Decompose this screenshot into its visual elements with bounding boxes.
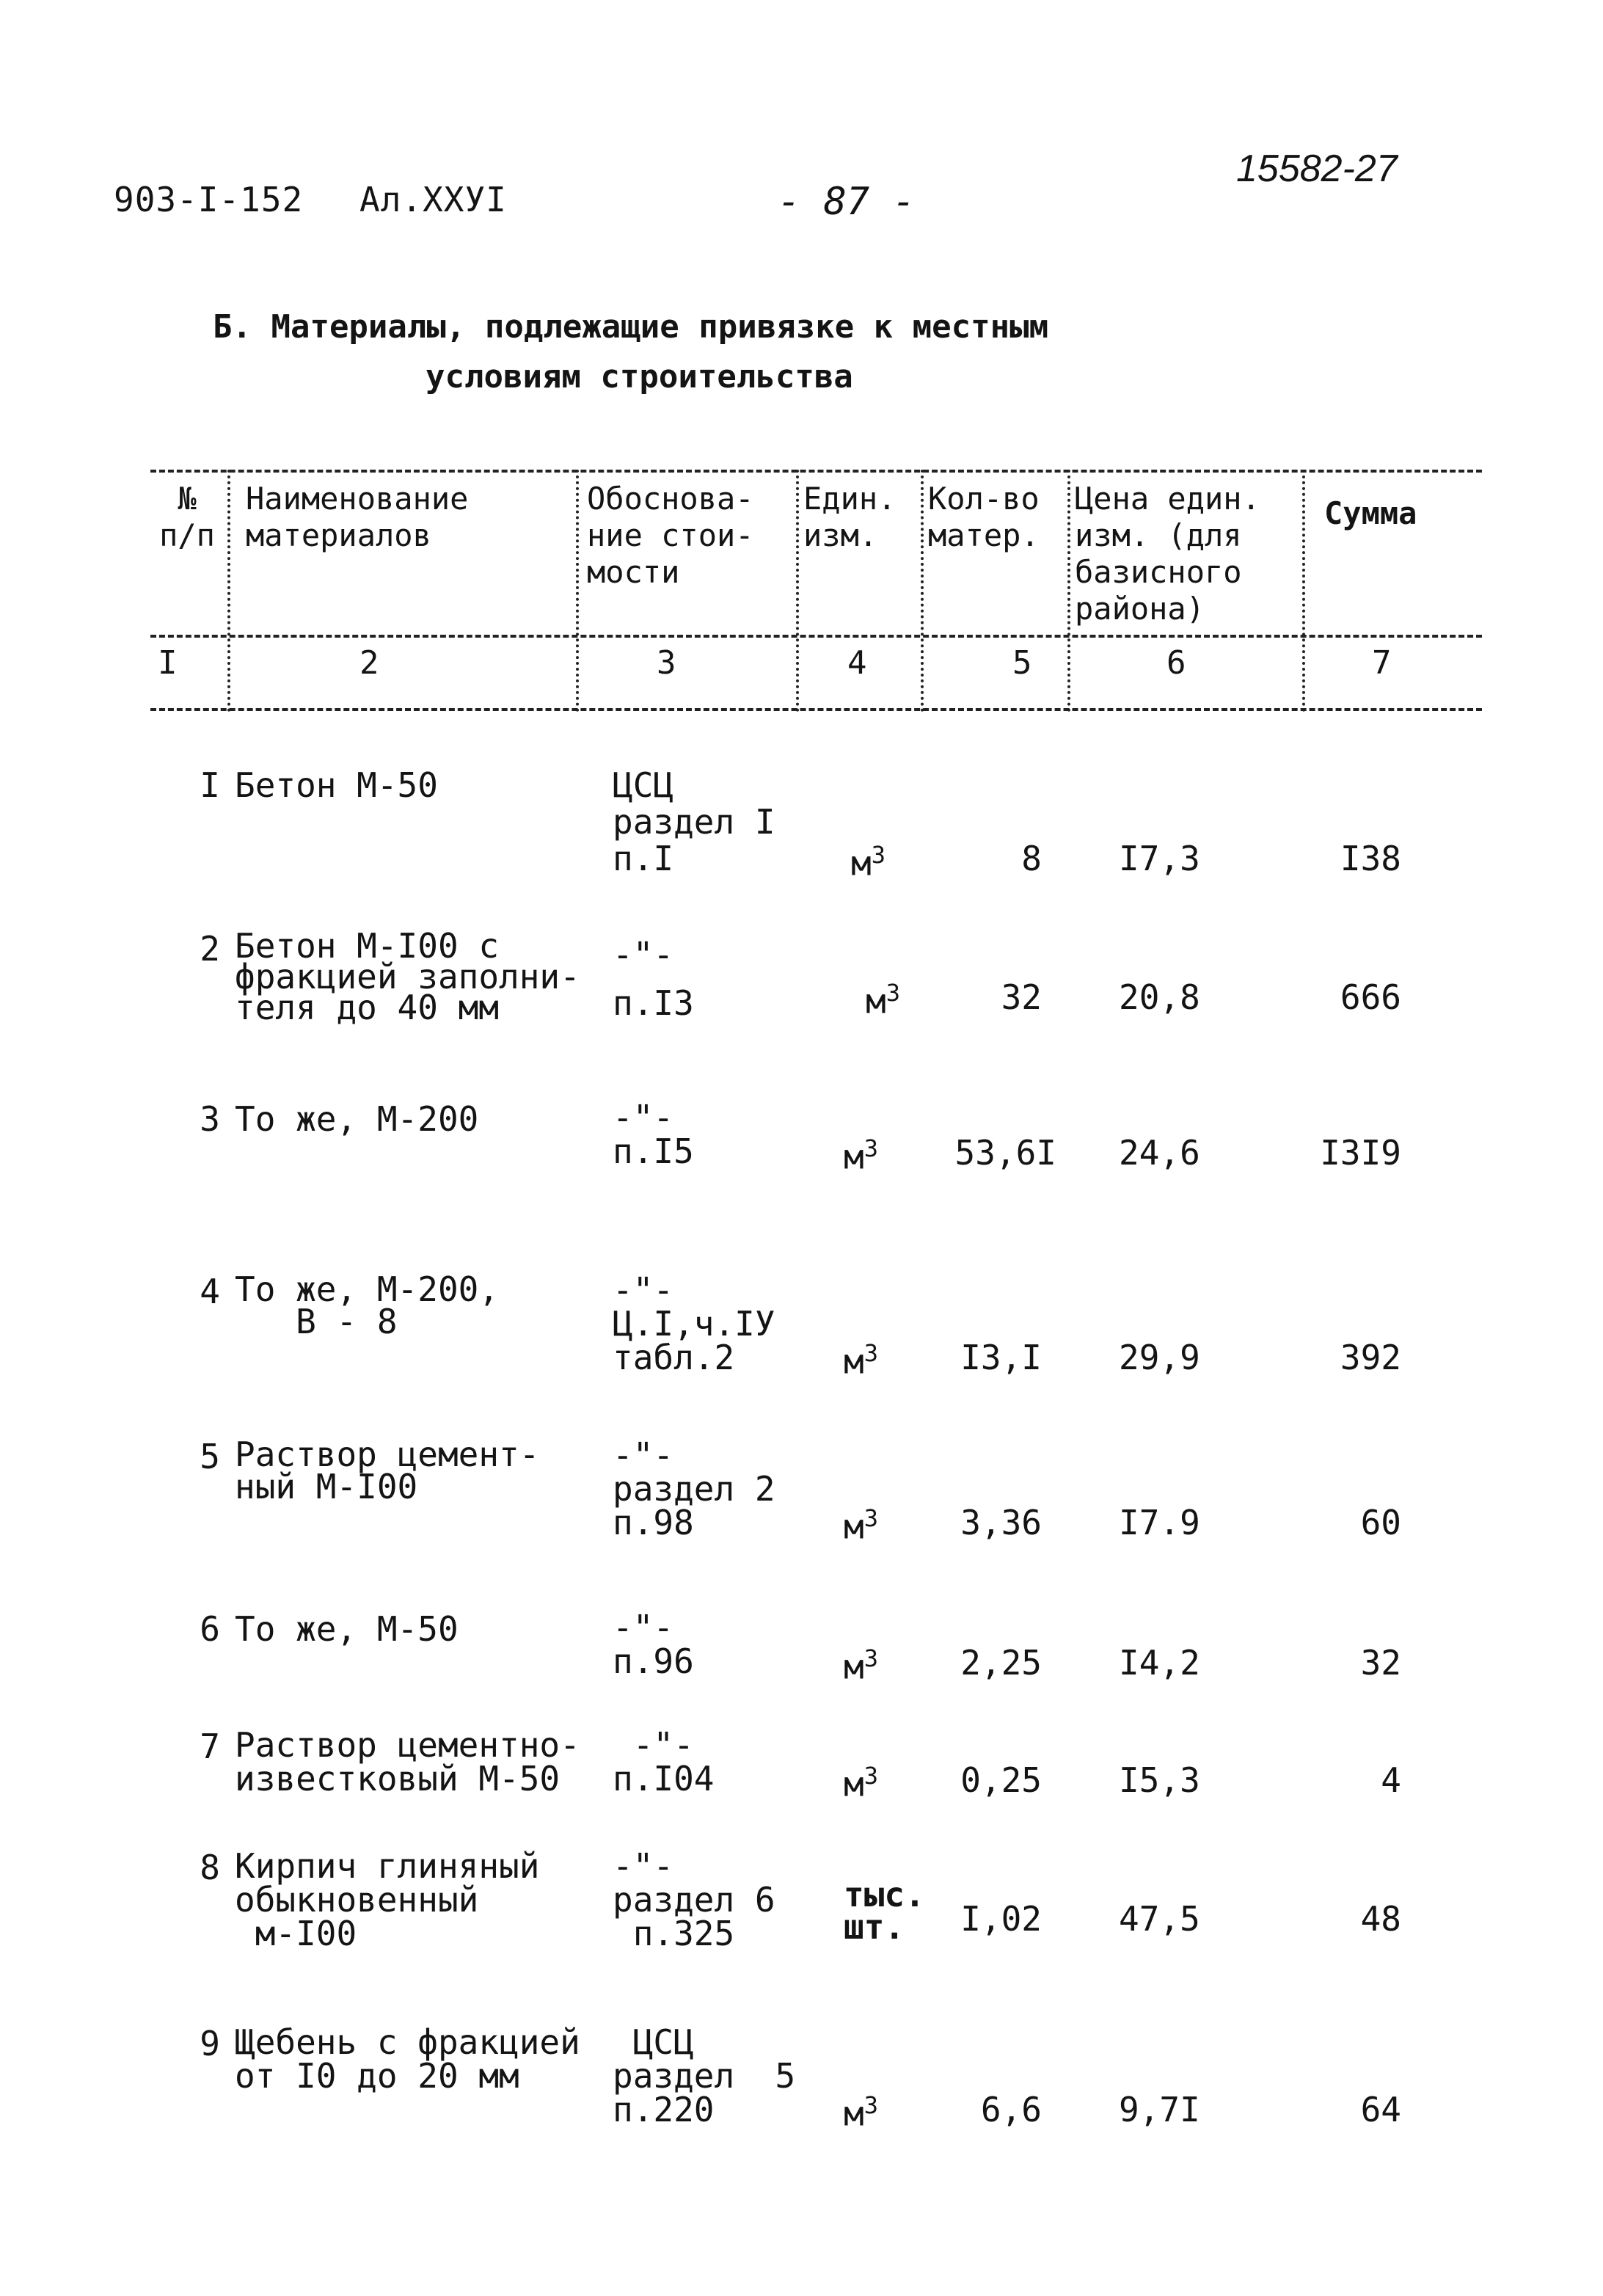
unit-price: I4,2 xyxy=(1119,1643,1200,1683)
quantity: I3,I xyxy=(960,1338,1042,1377)
column-number: 7 xyxy=(1372,644,1392,682)
col-header-name: Наименование материалов xyxy=(246,481,469,553)
unit: $м^3$ xyxy=(844,1339,878,1382)
row-number: 4 xyxy=(200,1272,220,1311)
material-name: То же, М-200, В - 8 xyxy=(235,1269,500,1341)
unit-price: 24,6 xyxy=(1119,1133,1200,1173)
row-number: 3 xyxy=(200,1099,220,1139)
col-header-qty: Кол-во матер. xyxy=(928,481,1040,553)
document-code: 903-I-152 xyxy=(114,180,304,219)
row-number: 6 xyxy=(200,1609,220,1649)
row-number: 2 xyxy=(200,929,220,969)
sum: 666 xyxy=(1340,977,1401,1017)
unit-price: 9,7I xyxy=(1119,2090,1200,2129)
column-divider xyxy=(227,470,230,712)
quantity: 2,25 xyxy=(960,1643,1042,1683)
unit: $м^3$ xyxy=(844,2091,878,2134)
unit-price: I5,3 xyxy=(1119,1760,1200,1800)
column-divider xyxy=(796,470,799,712)
column-number: 2 xyxy=(359,644,379,682)
sum: 48 xyxy=(1360,1899,1401,1939)
row-number: 9 xyxy=(200,2024,220,2063)
cost-basis: -"- п.96 xyxy=(613,1608,694,1681)
material-name: То же, М-50 xyxy=(235,1609,459,1649)
unit-price: 20,8 xyxy=(1119,977,1200,1017)
quantity: 8 xyxy=(1021,839,1042,878)
material-name: Раствор цементно- известковый М-50 xyxy=(235,1725,580,1798)
cost-basis: -"- п.I04 xyxy=(613,1725,715,1798)
sum: 32 xyxy=(1360,1643,1401,1683)
material-name: То же, М-200 xyxy=(235,1099,479,1139)
material-name: Бетон М-50 xyxy=(235,765,438,805)
header-top-rule xyxy=(150,470,1482,473)
cost-basis: ЦСЦ раздел I п.I xyxy=(613,765,775,878)
album-number: Ал.XXУI xyxy=(359,180,507,219)
cost-basis: -"- п.I5 xyxy=(613,1098,694,1171)
sum: 392 xyxy=(1340,1338,1401,1377)
unit-price: 47,5 xyxy=(1119,1899,1200,1939)
unit: $м^3$ xyxy=(844,1644,878,1687)
column-divider xyxy=(1302,470,1305,712)
column-number: 6 xyxy=(1166,644,1186,682)
column-divider xyxy=(576,470,579,712)
unit: тыс. шт. xyxy=(844,1875,925,1947)
cost-basis: -"- раздел 2 п.98 xyxy=(613,1435,775,1542)
header-bottom-rule xyxy=(150,708,1482,711)
cost-basis: -"- п.I3 xyxy=(613,935,694,1023)
sum: I38 xyxy=(1340,839,1401,878)
cost-basis: -"- Ц.I,ч.IУ табл.2 xyxy=(613,1270,775,1377)
column-divider xyxy=(921,470,924,712)
quantity: 6,6 xyxy=(980,2090,1042,2129)
section-title-line1: Б. Материалы, подлежащие привязке к местным xyxy=(213,308,1049,346)
cost-basis: ЦСЦ раздел 5 п.220 xyxy=(613,2022,796,2129)
unit: $м^3$ xyxy=(844,1134,878,1177)
quantity: 32 xyxy=(1001,977,1042,1017)
unit: $м^3$ xyxy=(844,1504,878,1547)
sum: I3I9 xyxy=(1320,1133,1401,1173)
section-title-line2: условиям строительства xyxy=(426,358,853,396)
column-number: I xyxy=(158,644,178,682)
material-name: Бетон М-I00 с фракцией заполни- теля до 40 мм xyxy=(235,926,580,1027)
quantity: I,02 xyxy=(960,1899,1042,1939)
quantity: 53,6I xyxy=(954,1133,1056,1173)
col-header-price: Цена един. изм. (для базисного района) xyxy=(1075,481,1260,627)
quantity: 0,25 xyxy=(960,1760,1042,1800)
column-number: 3 xyxy=(657,644,676,682)
unit-price: I7.9 xyxy=(1119,1503,1200,1542)
unit-price: I7,3 xyxy=(1119,839,1200,878)
col-header-num: № п/п xyxy=(159,481,215,553)
header-middle-rule xyxy=(150,635,1482,638)
page-number: - 87 - xyxy=(778,180,916,224)
material-name: Кирпич глиняный обыкновенный м-I00 xyxy=(235,1846,540,1953)
table-header xyxy=(150,455,1482,719)
unit: $м^3$ xyxy=(851,841,886,883)
col-header-unit: Един. изм. xyxy=(803,481,897,553)
row-number: 8 xyxy=(200,1848,220,1887)
unit: $м^3$ xyxy=(844,1762,878,1804)
sum: 64 xyxy=(1360,2090,1401,2129)
column-number: 4 xyxy=(847,644,867,682)
row-number: I xyxy=(200,765,220,805)
unit: $м^3$ xyxy=(866,979,900,1021)
sum: 4 xyxy=(1381,1760,1401,1800)
col-header-basis: Обоснова- ние стои- мости xyxy=(587,481,754,590)
col-header-sum: Сумма xyxy=(1324,495,1417,531)
material-name: Раствор цемент- ный М-I00 xyxy=(235,1435,540,1506)
column-number: 5 xyxy=(1012,644,1032,682)
cost-basis: -"- раздел 6 п.325 xyxy=(613,1846,775,1953)
column-divider xyxy=(1067,470,1070,712)
sum: 60 xyxy=(1360,1503,1401,1542)
row-number: 5 xyxy=(200,1437,220,1476)
quantity: 3,36 xyxy=(960,1503,1042,1542)
unit-price: 29,9 xyxy=(1119,1338,1200,1377)
sheet-number: 15582-27 xyxy=(1236,147,1398,190)
row-number: 7 xyxy=(200,1727,220,1766)
material-name: Щебень с фракцией от I0 до 20 мм xyxy=(235,2022,580,2096)
